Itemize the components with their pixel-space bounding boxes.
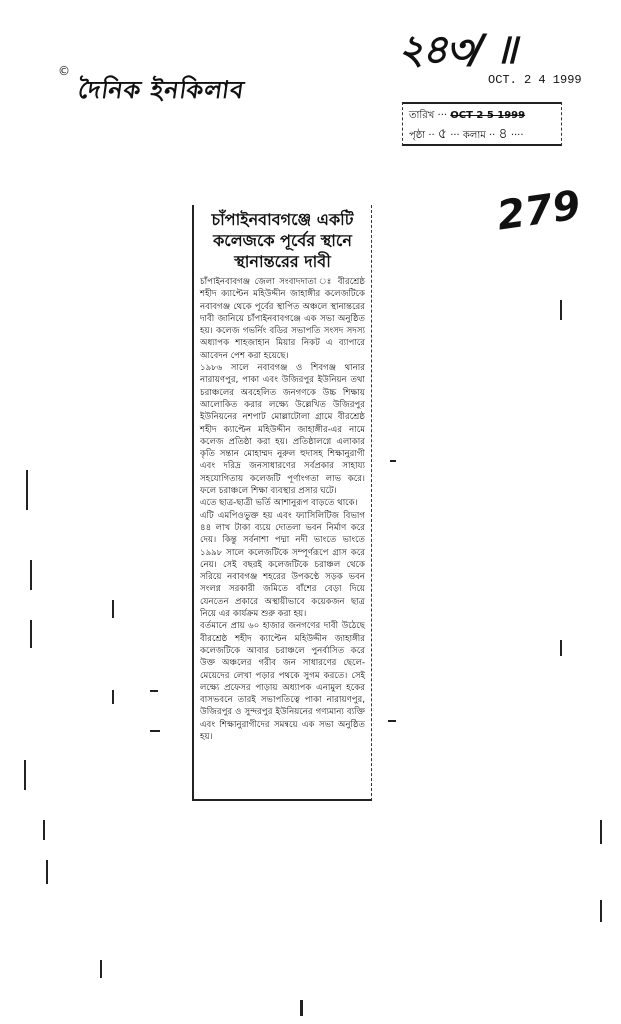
copyright-mark: ©	[58, 64, 70, 78]
stamp-date-row	[409, 107, 555, 125]
handwritten-file-number: ২৪৩/ ॥	[398, 27, 516, 73]
stamp-date-label: তারিখ ···	[409, 110, 448, 121]
newspaper-masthead: দৈনিক ইনকিলাব	[76, 76, 247, 104]
stamp-column-value: ৪	[498, 126, 508, 142]
handwritten-reference-number: 279	[494, 182, 584, 240]
clipping-stamp	[402, 102, 562, 146]
article-paragraph: ১৯৮৬ সালে নবাবগঞ্জ ও শিবগঞ্জ থানার নারায়ণপুর, পাকা এবং উজিরপুর ইউনিয়ন তথা চরাঞ্চলের অবহেলিত জনগণকে উচ্চ শিক্ষায় আলোকিত করার লক্ষ্যে উল্লেখিত উজিরপুর ইউনিয়নের নশপাট মোল্লাটোলা গ্রামে বীরশ্রেষ্ঠ শহীদ ক্যাপ্টেন মহিউদ্দীন জাহাঙ্গীর-এর নামে কলেজ প্রতিষ্ঠা করা হয়। প্রতিষ্ঠালগ্নে এলাকার কৃতি সন্তান মোহাম্মদ নুরুল হুদাসহ শিক্ষানুরাগী এবং দরিদ্র জনসাধারণের সর্বপ্রকার সাহায্য সহযোগিতায় কলেজটি পূর্ণাংগতা লাভ করে। ফলে চরাঞ্চলে শিক্ষা ব্যবস্থার প্রসার ঘটে।	[200, 363, 365, 497]
stamp-date-value: OCT 2 5 1999	[450, 110, 526, 121]
headline-line: কলেজকে পূর্বের স্থানে	[213, 231, 352, 250]
headline-line: স্থানান্তরের দাবী	[234, 252, 331, 271]
article-paragraph: এতে ছাত্র-ছাত্রী ভর্তি আশানুরূপ বাড়তে থাকে।	[200, 498, 358, 509]
article-headline	[200, 209, 365, 272]
article-paragraph: চাঁপাইনবাবগঞ্জ জেলা সংবাদদাতা ঃ বীরশ্রেষ্ঠ শহীদ ক্যাপ্টেন মহিউদ্দীন জাহাঙ্গীর কলেজটিকে নবাবগঞ্জ থেকে পূর্বের স্থাপিত অঞ্চলে স্থানান্তরের দাবী জানিয়ে চাঁপাইনবাবগঞ্জে এক সভা অনুষ্ঠিত হয়। কলেজ গভর্নিং বডির সভাপতি সংসদ সদস্য অধ্যাপক শাহজাহান মিয়ার নিকট এ ব্যাপারে আবেদন পেশ করা হয়েছে।	[200, 277, 365, 361]
article-paragraph: এটি এমপিওভুক্ত হয় এবং ফ্যাসিলিটিজ বিভাগ ৪৪ লাখ টাকা ব্যয়ে দোতলা ভবন নির্মাণ করে দেয়। কিন্তু সর্বনাশা পদ্মা নদী ভাংতে ভাংতে ১৯৯৮ সালে কলেজটিকে সম্পূর্ণরূপে গ্রাস করে নেয়। সেই বছরই কলেজটিকে চরাঞ্চল থেকে সরিয়ে নবাবগঞ্জ শহরের উপকণ্ঠে সড়ক ভবন সংলগ্ন সরকারী জমিতে বাঁশের বেড়া দিয়ে যেনতেন প্রকারে অস্থায়ীভাবে কয়েকজন ছাত্র নিয়ে এর কার্যক্রম শুরু করা হয়।	[200, 510, 365, 620]
date-stamp: OCT. 2 4 1999	[488, 73, 582, 87]
stamp-page-label: পৃষ্ঠা	[409, 130, 426, 141]
article-body	[200, 276, 365, 743]
stamp-page-row: পৃষ্ঠা ·· ৫ ··· কলাম ·· ৪ ····	[409, 126, 524, 142]
stamp-page-value: ৫	[437, 126, 448, 142]
news-article-clipping	[192, 205, 372, 801]
stamp-column-label: কলাম	[462, 130, 486, 141]
article-paragraph: বর্তমানে প্রায় ৬০ হাজার জনগণের দাবী উঠেছে বীরশ্রেষ্ঠ শহীদ ক্যাপ্টেন মহিউদ্দীন জাহাঙ্গীর কলেজটিকে আবার চরাঞ্চলে পুনর্বাসিত করে উক্ত অঞ্চলের গরীব জন সাধারণের ছেলে-মেয়েদের লেখা পড়ার পথকে সুগম করতে। সেই লক্ষ্যে প্রফেসর পাড়ায় অধ্যাপক এনামুল হকের বাসভবনে তারই সভাপতিত্বে পাকা নারায়ণপুর, উজিরপুর ও সুন্দরপুর ইউনিয়নের গণ্যমান্য ব্যক্তি এবং শিক্ষানুরাগীদের সমন্বয়ে এক সভা অনুষ্ঠিত হয়।	[200, 621, 365, 742]
headline-line: চাঁপাইনবাবগঞ্জে একটি	[211, 210, 354, 229]
